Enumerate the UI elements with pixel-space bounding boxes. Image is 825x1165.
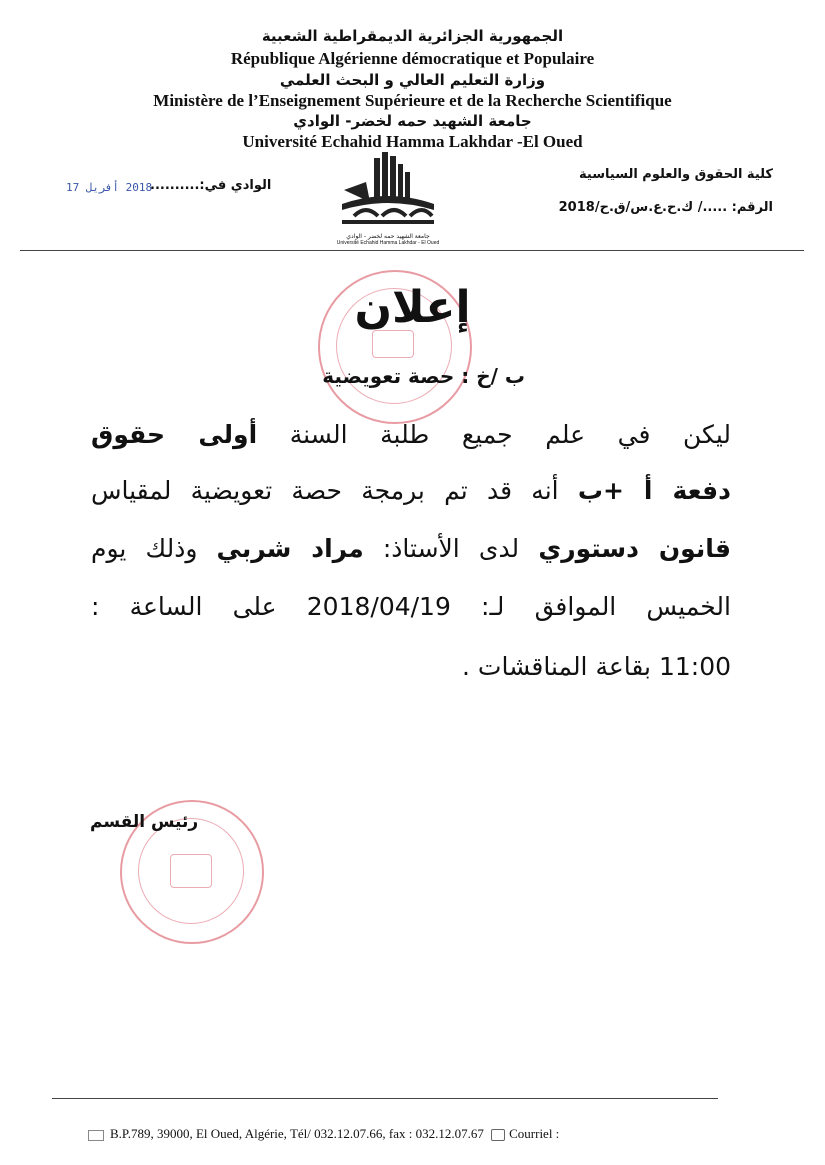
republic-arabic: الجمهورية الجزائرية الديمقراطية الشعبية <box>261 27 564 45</box>
university-logo-icon <box>336 150 440 228</box>
footer-email-label: Courriel : <box>509 1126 560 1141</box>
body-text-segment: قانون دستوري <box>538 534 731 563</box>
header-divider <box>20 250 804 251</box>
body-text-segment: لدى الأستاذ: <box>363 534 539 563</box>
republic-french: République Algérienne démocratique et Populaire <box>230 49 595 68</box>
body-text-segment: وذلك يوم <box>91 534 217 563</box>
body-line-3 <box>91 532 731 566</box>
department-stamp-center <box>170 854 212 888</box>
announcement-title: إعلان <box>354 282 471 333</box>
body-text-segment: دفعة أ +ب <box>577 476 731 505</box>
ministry-arabic: وزارة التعليم العالي و البحث العلمي <box>279 71 546 89</box>
reference-number: الرقم: ...../ ك.ح.ع.س/ق.ح/2018 <box>558 200 773 215</box>
footer-contact <box>88 1126 559 1142</box>
date-stamp: 2018 أفريل 17 <box>66 181 153 194</box>
logo-caption-french: Université Echahid Hamma Lakhdar - El Oued <box>336 240 440 246</box>
body-text-segment: أنه قد تم برمجة حصة تعويضية لمقياس <box>91 476 578 505</box>
ministry-french: Ministère de l’Enseignement Supérieure et de la Recherche Scientifique <box>153 91 672 110</box>
mail-envelope-icon <box>88 1130 104 1141</box>
university-arabic: جامعة الشهيد حمه لخضر- الوادي <box>293 112 532 130</box>
faculty-stamp-center <box>372 330 414 358</box>
university-logo <box>336 150 440 246</box>
footer-divider <box>52 1098 718 1099</box>
place-date-label: الوادي في:.......... <box>150 178 272 193</box>
body-line-1 <box>91 418 731 452</box>
footer-address: B.P.789, 39000, El Oued, Algérie, Tél/ 032.12.07.66, fax : 032.12.07.67 <box>110 1126 484 1141</box>
logo-caption-arabic: جامعة الشهيد حمه لخضر - الوادي <box>346 233 430 240</box>
body-text-segment: الخميس الموافق لـ: 2018/04/19 على الساعة : <box>91 592 731 621</box>
announcement-subject: ب /خ : حصة تعويضية <box>322 364 525 388</box>
body-line-5 <box>91 650 731 684</box>
body-text-segment: ليكن في علم جميع طلبة السنة <box>257 420 731 449</box>
signature-title: رئيس القسم <box>90 812 199 832</box>
faculty-name: كلية الحقوق والعلوم السياسية <box>579 167 773 182</box>
university-french: Université Echahid Hamma Lakhdar -El Oued <box>242 132 583 151</box>
body-line-4 <box>91 590 731 624</box>
body-text-segment: 11:00 بقاعة المناقشات . <box>462 652 731 681</box>
body-text-segment: أولى حقوق <box>91 420 258 449</box>
body-line-2 <box>91 474 731 508</box>
email-at-icon <box>491 1129 505 1141</box>
body-text-segment: مراد شربي <box>216 534 364 563</box>
